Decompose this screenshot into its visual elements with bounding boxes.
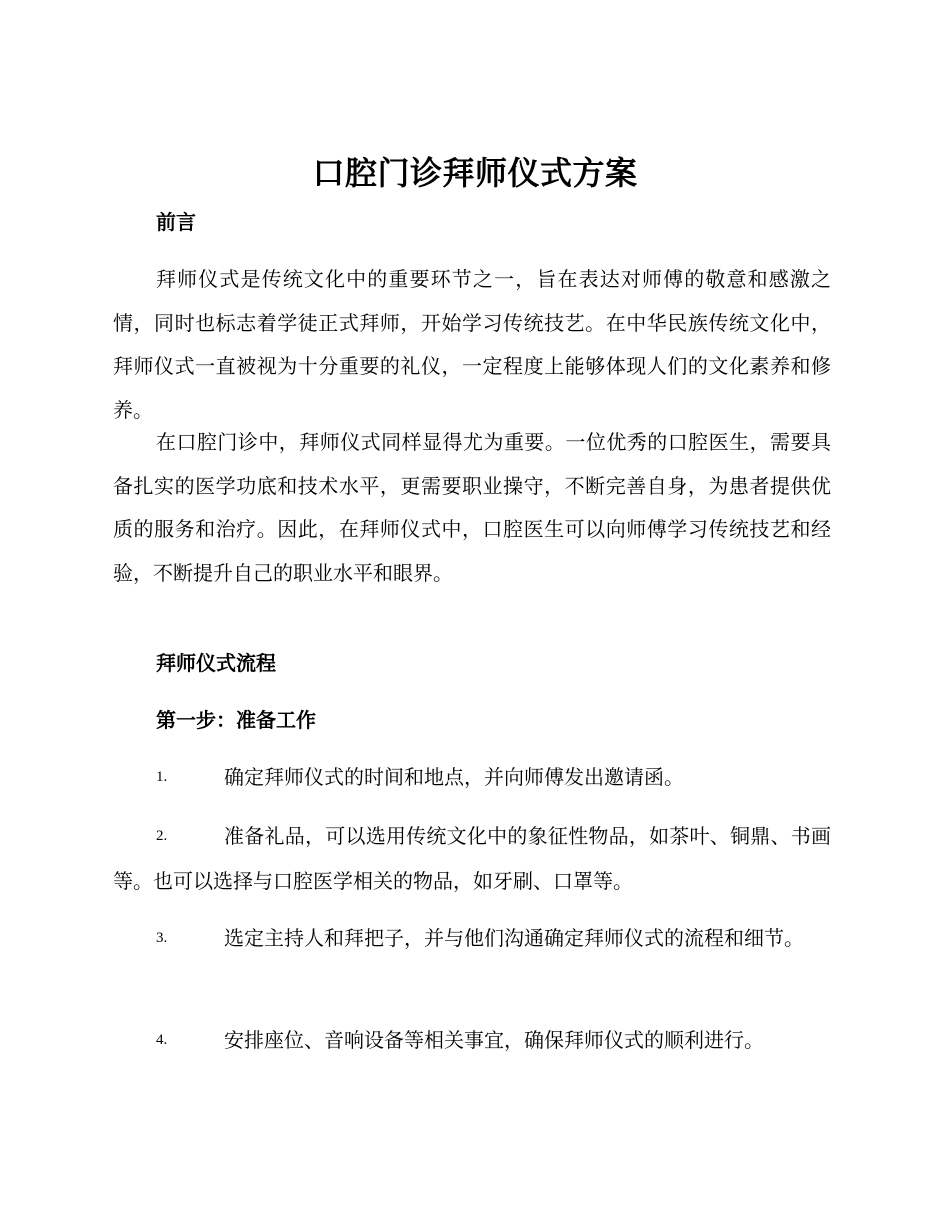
list-item-number: 3. (156, 930, 168, 946)
preface-heading: 前言 (156, 210, 196, 234)
process-heading: 拜师仪式流程 (156, 651, 276, 675)
list-item-text: 安排座位、音响设备等相关事宜，确保拜师仪式的顺利进行。 (224, 1028, 764, 1052)
list-item-text: 选定主持人和拜把子，并与他们沟通确定拜师仪式的流程和细节。 (224, 926, 804, 950)
document-title: 口腔门诊拜师仪式方案 (312, 154, 638, 192)
list-item (113, 1018, 831, 1063)
preface-paragraph-2: 在口腔门诊中，拜师仪式同样显得尤为重要。一位优秀的口腔医生，需要具备扎实的医学功底和技术水平，更需要职业操守，不断完善自身，为患者提供优质的服务和治疗。因此，在拜师仪式中，口腔医生可以向师傅学习传统技艺和经验，不断提升自己的职业水平和眼界。 (113, 430, 831, 585)
list-item-number: 1. (156, 769, 168, 785)
list-item-text: 准备礼品，可以选用传统文化中的象征性物品，如茶叶、铜鼎、书画等。也可以选择与口腔医学相关的物品，如牙刷、口罩等。 (113, 824, 831, 893)
list-item-text: 确定拜师仪式的时间和地点，并向师傅发出邀请函。 (224, 765, 684, 789)
list-item-number: 2. (156, 828, 168, 844)
list-item (113, 916, 831, 961)
list-item (113, 814, 831, 904)
list-item-number: 4. (156, 1032, 168, 1048)
step1-heading: 第一步：准备工作 (156, 708, 316, 732)
list-item (113, 755, 831, 800)
preface-paragraph-1: 拜师仪式是传统文化中的重要环节之一，旨在表达对师傅的敬意和感激之情，同时也标志着学徒正式拜师，开始学习传统技艺。在中华民族传统文化中，拜师仪式一直被视为十分重要的礼仪，一定程度上能够体现人们的文化素养和修养。 (113, 267, 831, 422)
